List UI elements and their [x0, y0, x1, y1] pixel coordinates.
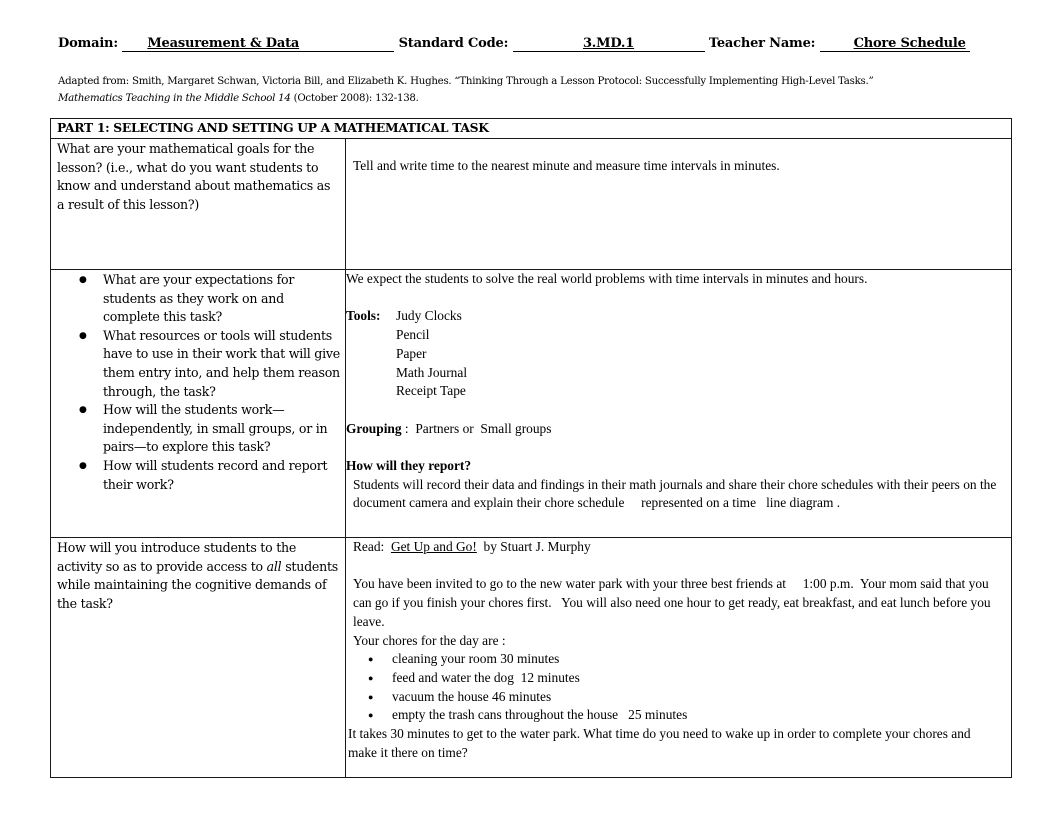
grouping-label: Grouping: [346, 420, 402, 436]
tool-item: Math Journal: [396, 364, 468, 380]
introduce-question-start: How will you introduce students to the activity so as to provide access to: [57, 540, 297, 574]
grouping-section: [346, 420, 1001, 439]
tools-section: [346, 307, 1001, 326]
expectations-row: [51, 270, 1012, 538]
wake-up-question: It takes 30 minutes to get to the water park. What time do you need to wake up in order to complete your chores and make it there on time?: [348, 726, 971, 760]
document-header: [58, 36, 1018, 52]
domain-value: Measurement & Data: [147, 36, 300, 51]
goals-answer: Tell and write time to the nearest minute and measure time intervals in minutes.: [346, 139, 1012, 270]
standard-code-label: Standard Code:: [398, 36, 509, 51]
expectations-question-item: ● How will students record and report their work?: [103, 457, 340, 494]
expectations-questions: [51, 270, 346, 538]
chores-list: [346, 650, 991, 725]
introduce-question-end: students while maintaining the cognitive demands of the task?: [57, 558, 338, 611]
chore-item: ● feed and water the dog 12 minutes: [392, 669, 991, 688]
standard-code-value: 3.MD.1: [582, 36, 635, 51]
introduce-answer: [346, 538, 1012, 778]
lesson-table: [50, 118, 1012, 778]
introduce-row: [51, 538, 1012, 778]
chore-item: ● vacuum the house 46 minutes: [392, 688, 991, 707]
citation-line-2: [58, 90, 1018, 107]
introduce-question-emphasis: all: [266, 558, 282, 574]
report-text: Students will record their data and findings in their math journals and share their chore schedules with their peers on the document camera and explain their chore schedule represented on a time line diagram .: [353, 476, 1000, 511]
chores-intro: Your chores for the day are :: [353, 632, 506, 648]
expectations-question-item: ● What resources or tools will students have to use in their work that will give them entry into, and help them reason through, the task?: [103, 327, 340, 401]
book-title: Get Up and Go!: [390, 539, 477, 554]
part-header-row: [51, 119, 1012, 139]
book-author: by Stuart J. Murphy: [476, 539, 591, 554]
tool-item: Pencil: [396, 327, 430, 343]
domain-label: Domain:: [58, 36, 118, 51]
teacher-name-label: Teacher Name:: [708, 36, 816, 51]
domain-field: [122, 36, 394, 52]
citation-journal: Mathematics Teaching in the Middle School 14: [58, 93, 291, 104]
part-1-title: PART 1: SELECTING AND SETTING UP A MATHEMATICAL TASK: [51, 119, 1012, 139]
tool-item: Receipt Tape: [396, 383, 466, 399]
tool-item: Judy Clocks: [396, 308, 462, 324]
read-line: [346, 538, 991, 557]
expectations-question-item: ● What are your expectations for students as they work on and complete this task?: [103, 271, 340, 327]
report-label: How will they report?: [346, 457, 472, 473]
grouping-value: : Partners or Small groups: [401, 420, 552, 436]
citation: [58, 73, 1018, 107]
chore-item: ● cleaning your room 30 minutes: [392, 650, 991, 669]
expectations-answer: [346, 270, 1012, 538]
expectations-question-list: [57, 271, 340, 494]
goals-row: [51, 139, 1012, 270]
citation-line-1: Adapted from: Smith, Margaret Schwan, Victoria Bill, and Elizabeth K. Hughes. “Thinking Through a Lesson Protocol: Successfully Implementing High-Level Tasks.”: [58, 76, 874, 87]
tool-item: Paper: [396, 345, 427, 361]
teacher-name-field: [820, 36, 970, 52]
chore-item: ● empty the trash cans throughout the house 25 minutes: [392, 706, 991, 725]
teacher-name-value: Chore Schedule: [853, 36, 966, 51]
expectation-text: We expect the students to solve the real world problems with time intervals in minutes and hours.: [346, 271, 868, 286]
scenario-text: You have been invited to go to the new water park with your three best friends at 1:00 p.m. Your mom said that you can go if you finish your chores first. You will also need one hour to get ready, eat breakfast, and eat lunch before you leave.: [353, 576, 994, 629]
introduce-question: [51, 538, 346, 778]
goals-question: What are your mathematical goals for the lesson? (i.e., what do you want students to know and understand about mathematics as a result of this lesson?): [51, 139, 346, 270]
standard-code-field: [513, 36, 705, 52]
read-label: Read:: [353, 539, 391, 554]
citation-pages: (October 2008): 132-138.: [290, 93, 419, 104]
expectations-question-item: ● How will the students work—independently, in small groups, or in pairs—to explore this task?: [103, 401, 340, 457]
tools-label: Tools:: [346, 308, 381, 324]
